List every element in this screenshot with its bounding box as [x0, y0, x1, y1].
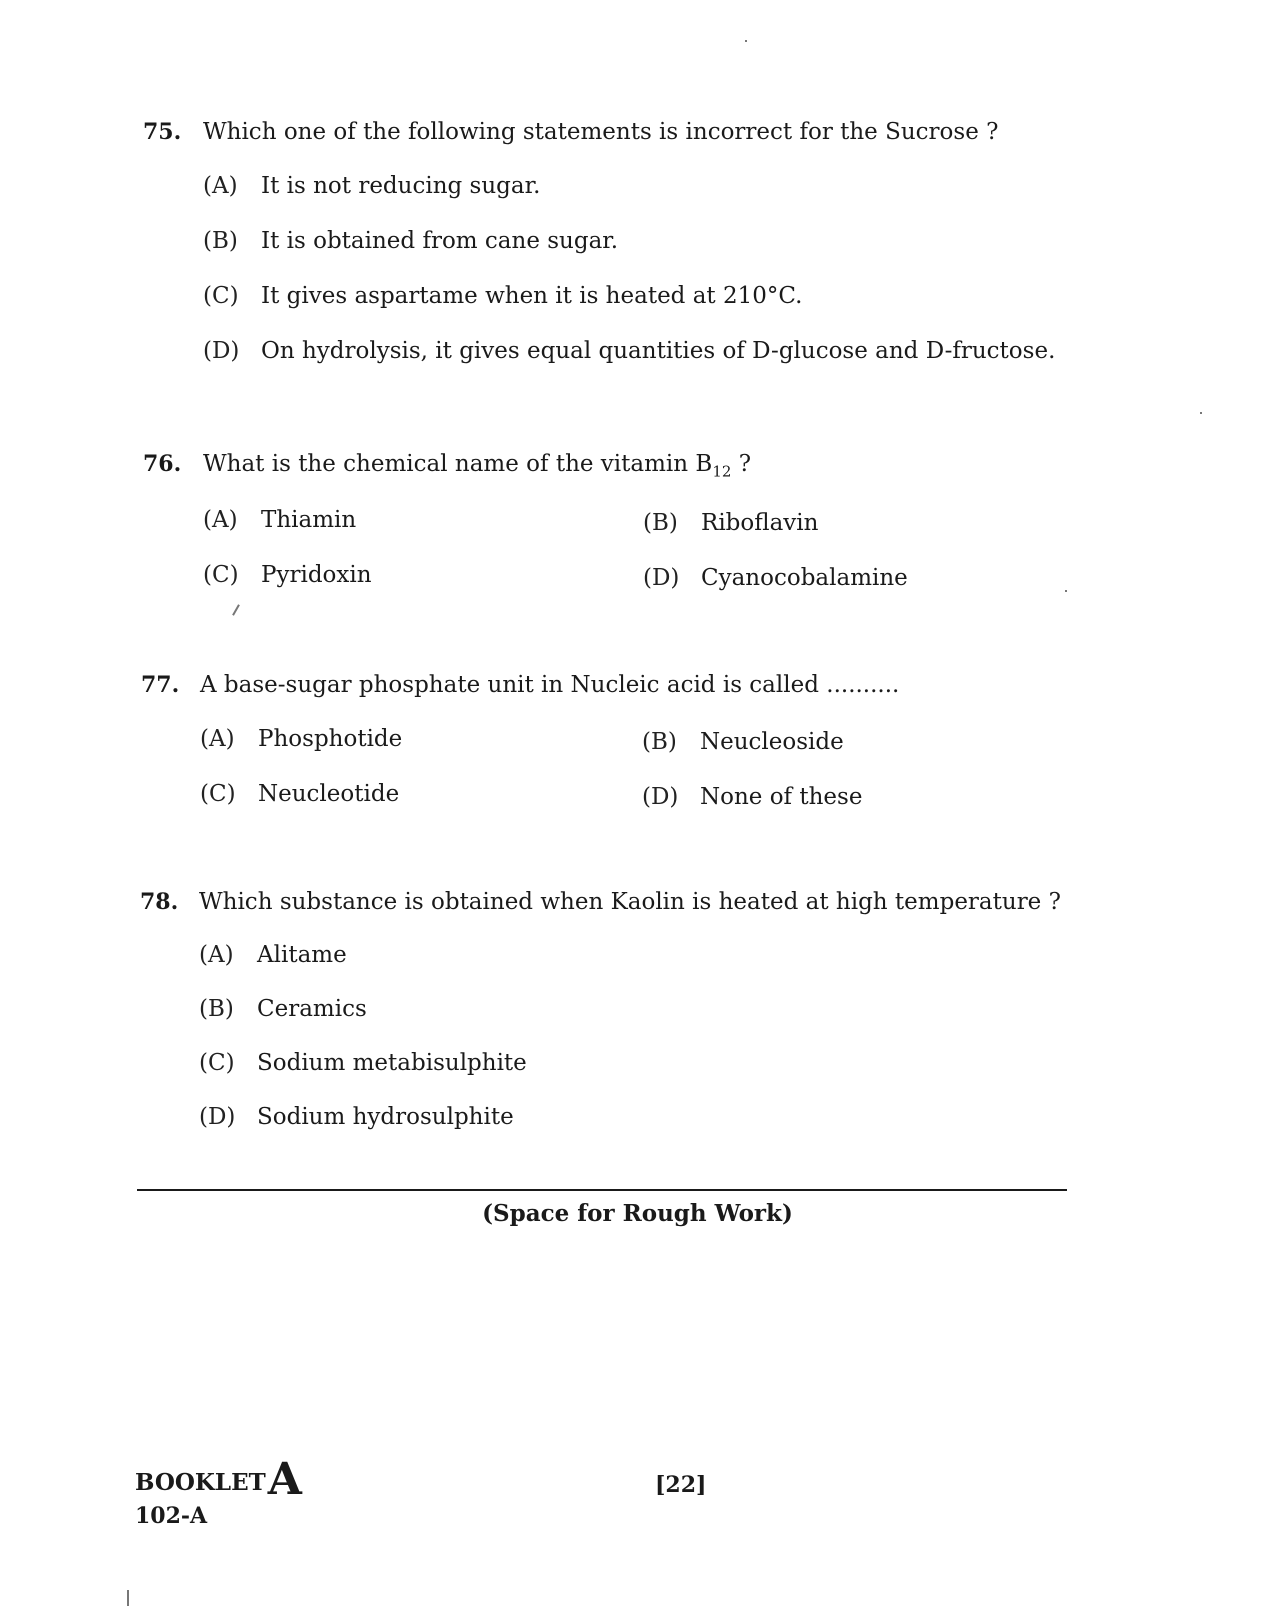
page-number: [22] [655, 1472, 707, 1498]
option-label: (C) [203, 562, 239, 588]
option-a[interactable] [203, 172, 540, 200]
option-a[interactable] [203, 506, 356, 534]
option-text: Sodium hydrosulphite [257, 1104, 514, 1130]
option-c[interactable] [200, 780, 399, 808]
option-label: (D) [199, 1104, 236, 1130]
option-a[interactable] [199, 941, 347, 969]
option-label: (C) [200, 781, 236, 807]
option-text: Neucleoside [700, 729, 844, 755]
booklet-word: BOOKLET [135, 1469, 266, 1496]
option-label: (D) [203, 338, 240, 364]
option-c[interactable] [199, 1049, 527, 1077]
option-c[interactable] [203, 282, 802, 310]
option-d[interactable] [643, 564, 908, 592]
subscript: 12 [712, 462, 732, 481]
option-b[interactable] [643, 509, 818, 537]
scan-speck [745, 40, 747, 42]
option-b[interactable] [203, 227, 618, 255]
option-label: (C) [199, 1050, 235, 1076]
option-text: Cyanocobalamine [701, 565, 908, 591]
option-text: It is not reducing sugar. [261, 173, 541, 199]
rough-work-heading: (Space for Rough Work) [482, 1200, 793, 1227]
option-label: (B) [642, 729, 677, 755]
option-d[interactable] [199, 1103, 514, 1131]
question-text-main: What is the chemical name of the vitamin B [203, 451, 713, 477]
option-text: It is obtained from cane sugar. [261, 228, 619, 254]
question-number: 76. [143, 451, 182, 477]
option-text: Alitame [257, 942, 347, 968]
option-text: Neucleotide [258, 781, 400, 807]
option-text: Thiamin [261, 507, 357, 533]
option-text: It gives aspartame when it is heated at 210°C. [261, 283, 803, 309]
option-text: Sodium metabisulphite [257, 1050, 527, 1076]
option-label: (B) [643, 510, 678, 536]
question-text-end: ? [731, 451, 752, 477]
option-text: Ceramics [257, 996, 367, 1022]
option-b[interactable] [199, 995, 367, 1023]
booklet-label [135, 1454, 302, 1505]
rough-work-divider [137, 1189, 1067, 1191]
booklet-code: 102-A [135, 1503, 208, 1529]
scan-speck [232, 604, 240, 615]
option-label: (B) [199, 996, 234, 1022]
option-label: (D) [642, 784, 679, 810]
scan-speck [1200, 412, 1202, 414]
option-label: (B) [203, 228, 238, 254]
question-text: Which substance is obtained when Kaolin is heated at high temperature ? [199, 889, 1061, 915]
option-text: Pyridoxin [261, 562, 372, 588]
option-label: (A) [199, 942, 234, 968]
question-text [203, 450, 751, 486]
question-number: 78. [140, 889, 179, 915]
option-label: (A) [203, 173, 238, 199]
option-text: Phosphotide [258, 726, 403, 752]
option-label: (D) [643, 565, 680, 591]
question-text: Which one of the following statements is incorrect for the Sucrose ? [203, 119, 999, 145]
option-text: None of these [700, 784, 863, 810]
booklet-letter: A [267, 1454, 302, 1505]
option-c[interactable] [203, 561, 372, 589]
option-text: On hydrolysis, it gives equal quantities of D-glucose and D-fructose. [261, 338, 1056, 364]
option-label: (A) [200, 726, 235, 752]
scan-speck [127, 1590, 129, 1606]
option-label: (A) [203, 507, 238, 533]
option-d[interactable] [642, 783, 862, 811]
option-label: (C) [203, 283, 239, 309]
question-number: 75. [143, 119, 182, 145]
option-b[interactable] [642, 728, 844, 756]
scan-speck [1065, 590, 1067, 592]
option-text: Riboflavin [701, 510, 819, 536]
option-d[interactable] [203, 337, 1055, 365]
option-a[interactable] [200, 725, 402, 753]
question-text: A base-sugar phosphate unit in Nucleic acid is called .......... [200, 672, 900, 698]
question-number: 77. [141, 672, 180, 698]
